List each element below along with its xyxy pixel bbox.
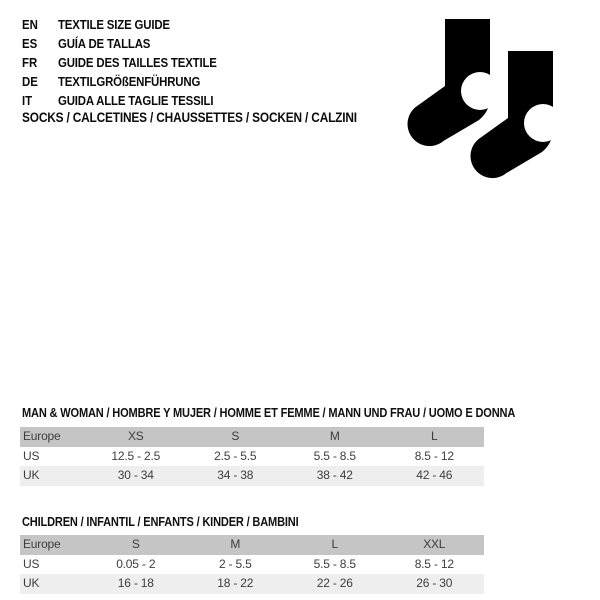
language-label: TEXTILE SIZE GUIDE [58, 17, 170, 32]
size-cell: 12.5 - 2.5 [111, 448, 161, 463]
size-cell: 8.5 - 12 [414, 556, 454, 571]
language-list [22, 15, 238, 110]
row-label: UK [23, 468, 40, 482]
row-label: UK [23, 576, 40, 590]
column-header: L [431, 429, 438, 443]
column-header: Europe [23, 429, 61, 443]
language-code: EN [22, 17, 38, 32]
size-cell: 5.5 - 8.5 [313, 448, 356, 463]
size-cell: 18 - 22 [217, 576, 254, 590]
column-header: S [131, 537, 140, 551]
size-cell: 30 - 34 [117, 468, 154, 482]
table-row-uk [20, 574, 484, 594]
table-header-row [20, 535, 484, 555]
language-code: IT [22, 93, 33, 108]
column-header: S [231, 429, 240, 443]
size-cell: 26 - 30 [416, 576, 453, 590]
language-label: GUIDA ALLE TAGLIE TESSILI [58, 93, 214, 108]
size-cell: 34 - 38 [217, 468, 254, 482]
size-cell: 5.5 - 8.5 [313, 556, 356, 571]
language-row-de [22, 72, 238, 91]
row-label: US [23, 448, 40, 463]
language-label: GUÍA DE TALLAS [58, 36, 151, 51]
column-header: XS [127, 429, 144, 443]
size-cell: 2.5 - 5.5 [214, 448, 257, 463]
size-table-adults [20, 427, 484, 486]
language-code: DE [22, 74, 38, 89]
table-title-children: CHILDREN / INFANTIL / ENFANTS / KINDER / BAMBINI [22, 514, 299, 529]
language-label: GUIDE DES TAILLES TEXTILE [58, 55, 217, 70]
column-header: L [331, 537, 338, 551]
size-cell: 38 - 42 [316, 468, 353, 482]
column-header: M [329, 429, 340, 443]
size-cell: 22 - 26 [316, 576, 353, 590]
table-row-uk [20, 466, 484, 486]
column-header: XXL [423, 537, 446, 551]
language-code: FR [22, 55, 38, 70]
row-label: US [23, 556, 40, 571]
language-code: ES [22, 36, 38, 51]
size-cell: 16 - 18 [117, 576, 154, 590]
table-header-row [20, 427, 484, 447]
size-cell: 42 - 46 [416, 468, 453, 482]
column-header: M [230, 537, 241, 551]
language-row-en [22, 15, 238, 34]
language-row-es [22, 34, 238, 53]
size-cell: 8.5 - 12 [414, 448, 454, 463]
table-title-adults: MAN & WOMAN / HOMBRE Y MUJER / HOMME ET FEMME / MANN UND FRAU / UOMO E DONNA [22, 405, 516, 420]
column-header: Europe [23, 537, 61, 551]
table-row-us [20, 555, 484, 575]
size-table-children [20, 535, 484, 594]
size-cell: 0.05 - 2 [116, 556, 156, 571]
category-title: SOCKS / CALCETINES / CHAUSSETTES / SOCKEN / CALZINI [22, 110, 357, 125]
socks-icon [380, 0, 600, 200]
language-row-fr [22, 53, 238, 72]
table-row-us [20, 447, 484, 467]
sock-back [408, 19, 499, 146]
language-label: TEXTILGRÖßENFÜHRUNG [58, 74, 201, 89]
size-cell: 2 - 5.5 [218, 556, 252, 571]
